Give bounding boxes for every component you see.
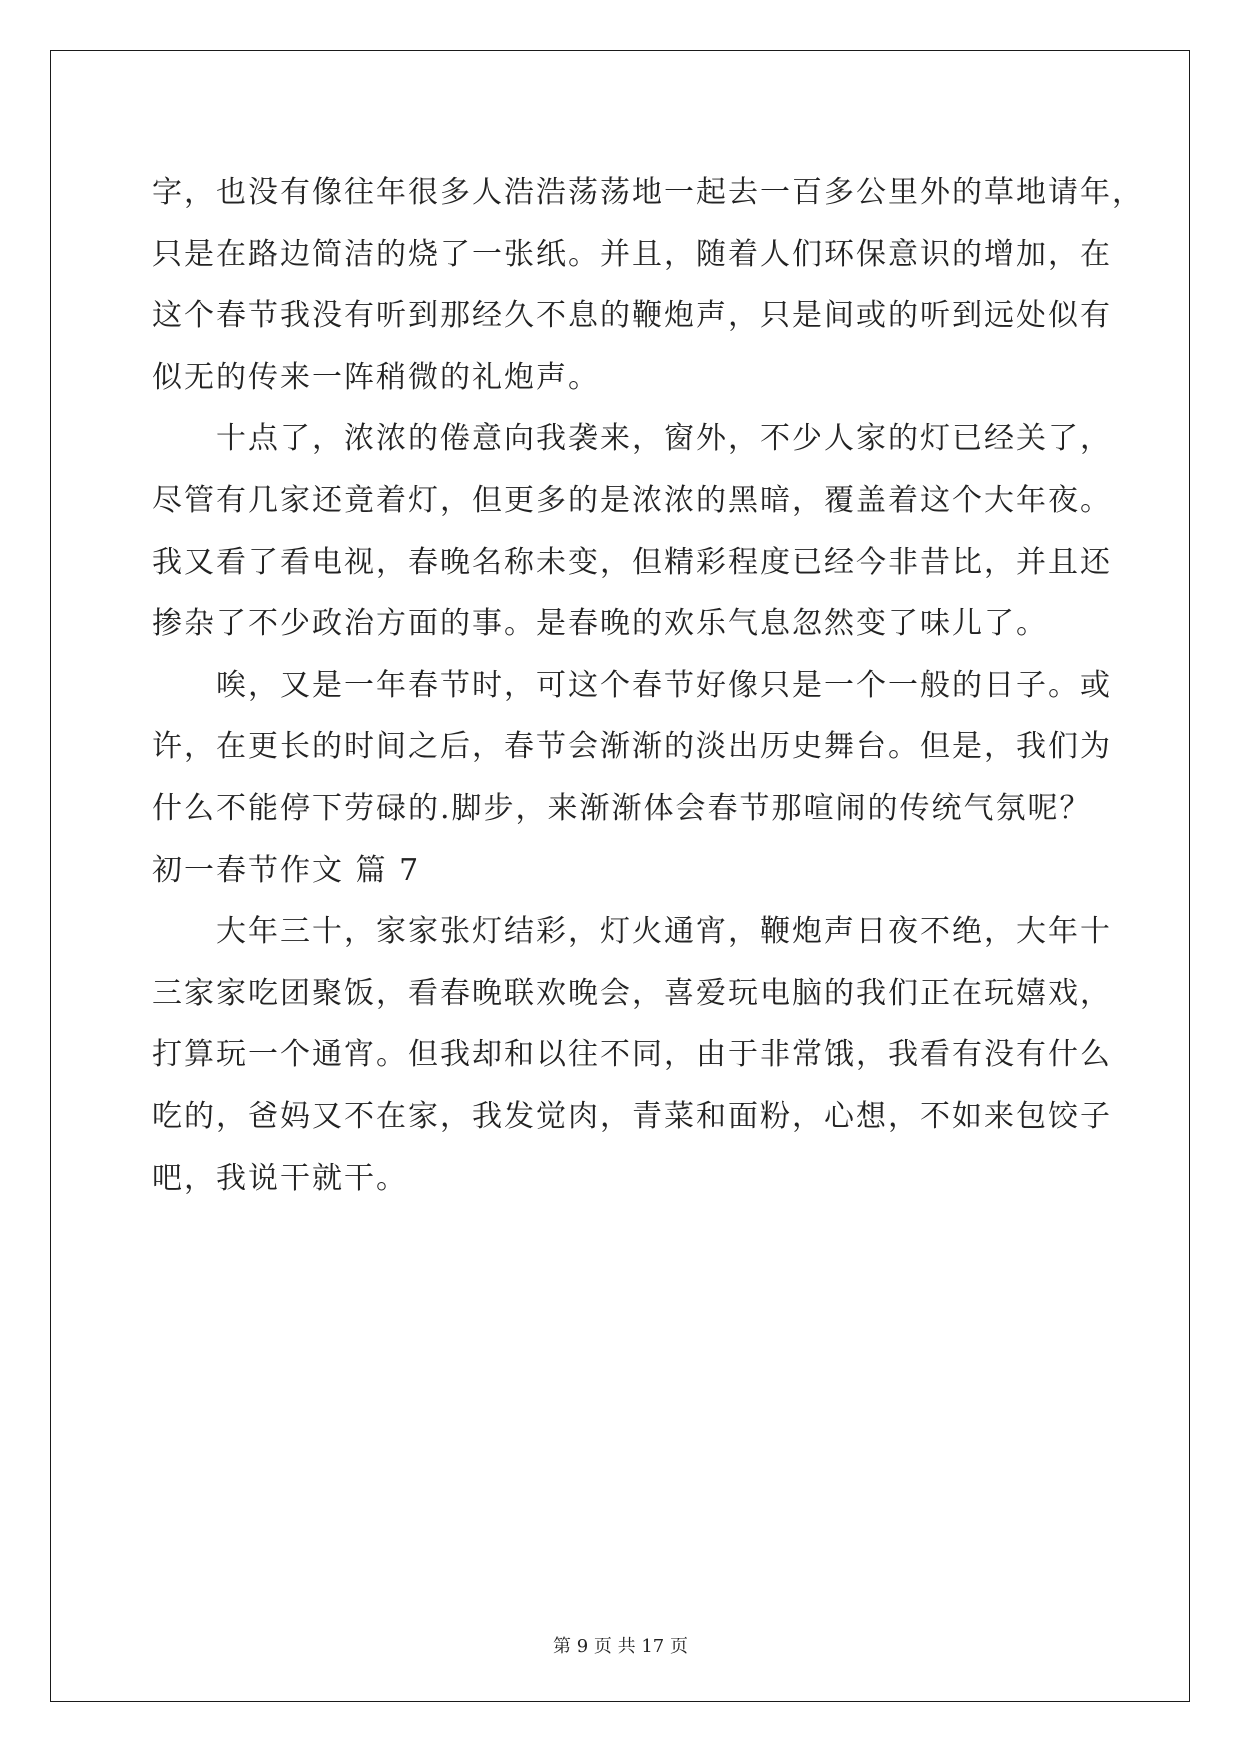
text-line: 这个春节我没有听到那经久不息的鞭炮声，只是间或的听到远处似有	[152, 298, 1112, 334]
text-line: 只是在路边简洁的烧了一张纸。并且，随着人们环保意识的增加，在	[152, 236, 1112, 272]
text-line: 三家家吃团聚饭，看春晚联欢晚会，喜爱玩电脑的我们正在玩嬉戏，	[152, 975, 1112, 1011]
text-line: 掺杂了不少政治方面的事。是春晚的欢乐气息忽然变了味儿了。	[152, 606, 1048, 642]
text-line: 唉，又是一年春节时，可这个春节好像只是一个一般的日子。或	[216, 667, 1112, 703]
text-line: 大年三十，家家张灯结彩，灯火通宵，鞭炮声日夜不绝，大年十	[216, 914, 1112, 950]
text-line: 打算玩一个通宵。但我却和以往不同，由于非常饿，我看有没有什么	[152, 1037, 1112, 1073]
text-line: 什么不能停下劳碌的.脚步，来渐渐体会春节那喧闹的传统气氛呢？	[152, 790, 1092, 826]
text-line: 十点了，浓浓的倦意向我袭来，窗外，不少人家的灯已经关了，	[216, 421, 1112, 457]
text-line: 似无的传来一阵稍微的礼炮声。	[152, 359, 600, 395]
text-line: 我又看了看电视，春晚名称未变，但精彩程度已经今非昔比，并且还	[152, 544, 1112, 580]
text-line: 字，也没有像往年很多人浩浩荡荡地一起去一百多公里外的草地请年，	[152, 175, 1144, 210]
text-line: 吃的，爸妈又不在家，我发觉肉，青菜和面粉，心想，不如来包饺子	[152, 1098, 1112, 1134]
text-line: 许，在更长的时间之后，春节会渐渐的淡出历史舞台。但是，我们为	[152, 729, 1112, 765]
text-line: 吧，我说干就干。	[152, 1160, 408, 1196]
section-heading: 初一春节作文 篇 7	[152, 852, 421, 888]
text-line: 尽管有几家还竟着灯，但更多的是浓浓的黑暗，覆盖着这个大年夜。	[152, 482, 1112, 518]
document-body	[152, 162, 1144, 1209]
page-number: 第 9 页 共 17 页	[553, 1636, 688, 1657]
